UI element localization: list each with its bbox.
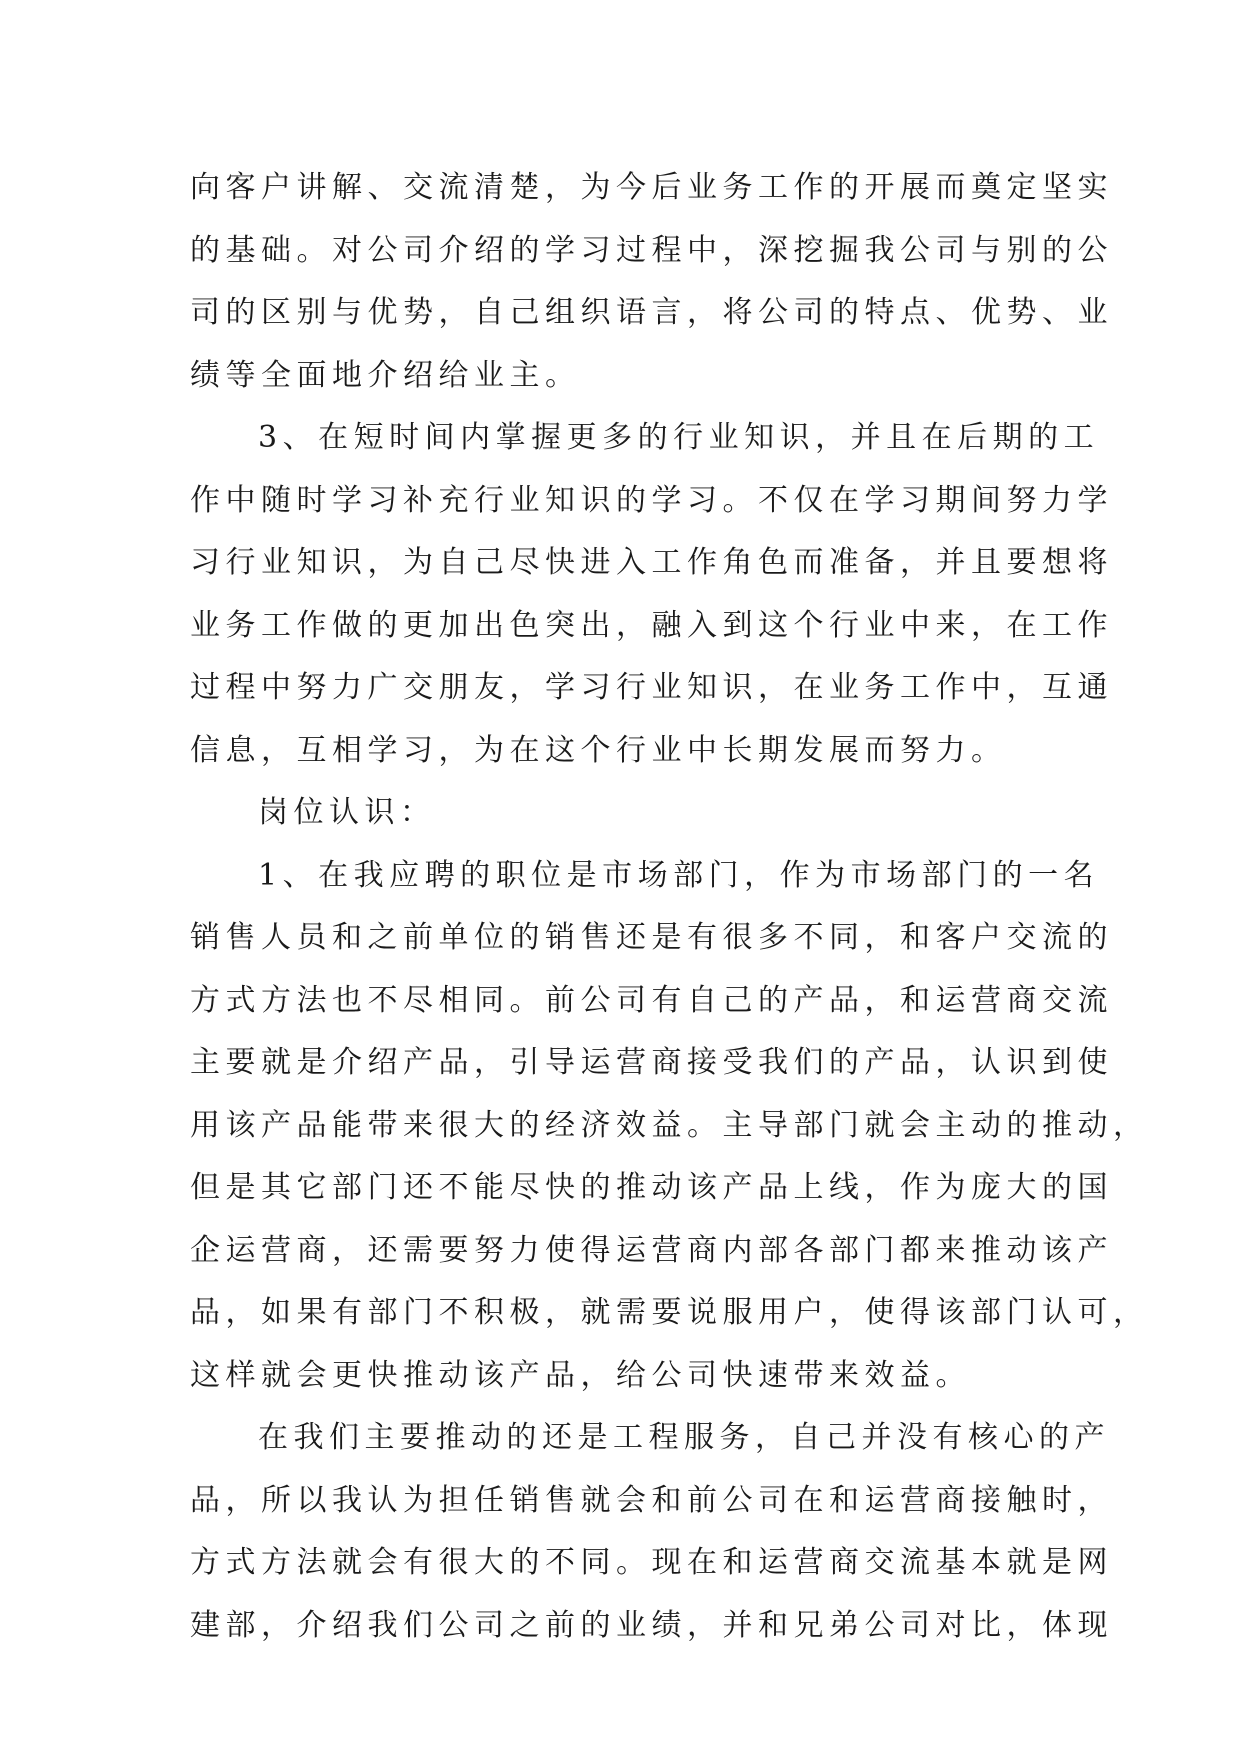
text-line: 3、在短时间内掌握更多的行业知识，并且在后期的工 [258, 420, 1100, 455]
text-line: 品，如果有部门不积极，就需要说服用户，使得该部门认可， [190, 1295, 1149, 1330]
section-heading: 岗位认识： [258, 795, 436, 830]
text-line: 绩等全面地介绍给业主。 [190, 357, 581, 393]
text-line: 1、在我应聘的职位是市场部门，作为市场部门的一名 [258, 857, 1100, 893]
text-line: 方式方法就会有很大的不同。现在和运营商交流基本就是网 [190, 1545, 1113, 1580]
text-line: 司的区别与优势，自己组织语言，将公司的特点、优势、业 [190, 295, 1113, 330]
text-line: 业务工作做的更加出色突出，融入到这个行业中来，在工作 [190, 607, 1113, 643]
text-line: 这样就会更快推动该产品，给公司快速带来效益。 [190, 1357, 971, 1393]
text-line: 主要就是介绍产品，引导运营商接受我们的产品，认识到使 [190, 1045, 1113, 1080]
text-line: 方式方法也不尽相同。前公司有自己的产品，和运营商交流 [190, 982, 1113, 1018]
text-line: 但是其它部门还不能尽快的推动该产品上线，作为庞大的国 [190, 1170, 1113, 1205]
text-line: 品，所以我认为担任销售就会和前公司在和运营商接触时， [190, 1482, 1113, 1518]
text-line: 的基础。对公司介绍的学习过程中，深挖掘我公司与别的公 [190, 232, 1113, 268]
text-line: 习行业知识，为自己尽快进入工作角色而准备，并且要想将 [190, 545, 1113, 580]
text-line: 用该产品能带来很大的经济效益。主导部门就会主动的推动， [190, 1107, 1149, 1143]
text-line: 过程中努力广交朋友，学习行业知识，在业务工作中，互通 [190, 670, 1113, 705]
document-body [190, 157, 1149, 1657]
text-line: 信息，互相学习，为在这个行业中长期发展而努力。 [190, 732, 1007, 768]
text-line: 建部，介绍我们公司之前的业绩，并和兄弟公司对比，体现 [190, 1607, 1113, 1643]
text-line: 向客户讲解、交流清楚，为今后业务工作的开展而奠定坚实 [190, 170, 1113, 205]
text-line: 在我们主要推动的还是工程服务，自己并没有核心的产 [258, 1420, 1110, 1455]
text-line: 企运营商，还需要努力使得运营商内部各部门都来推动该产 [190, 1232, 1113, 1268]
text-line: 作中随时学习补充行业知识的学习。不仅在学习期间努力学 [190, 482, 1113, 518]
text-line: 销售人员和之前单位的销售还是有很多不同，和客户交流的 [190, 920, 1113, 955]
